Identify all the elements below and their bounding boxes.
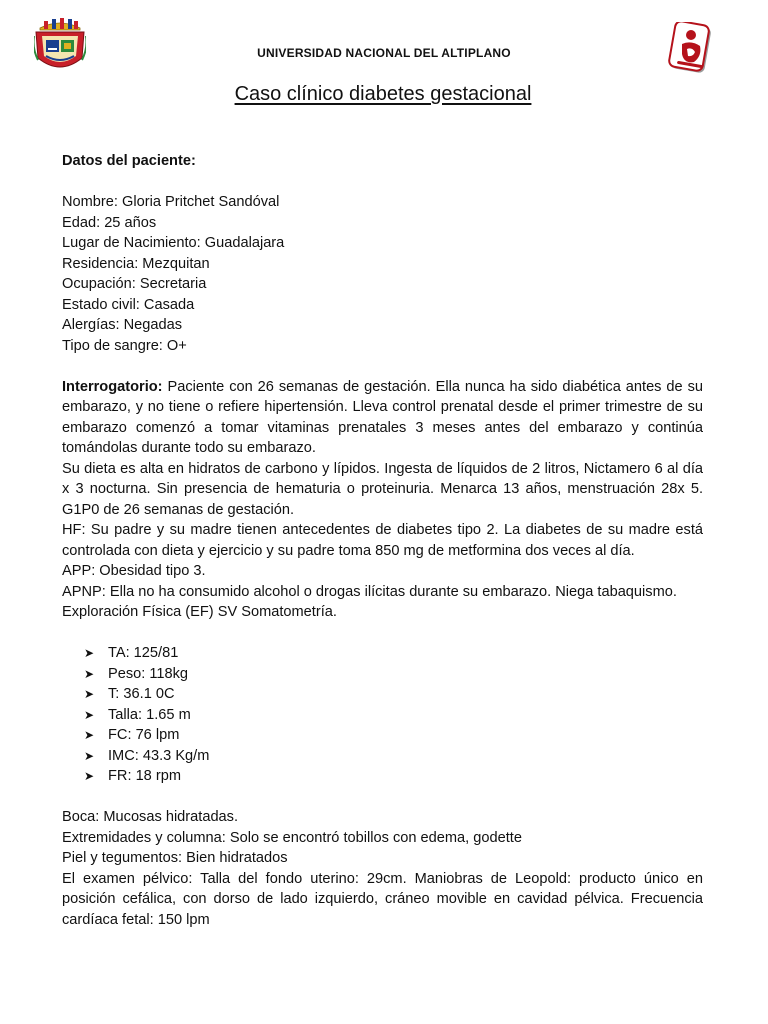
vital-weight: Peso: 118kg xyxy=(108,665,189,682)
arrowhead-bullet-icon: ➤ xyxy=(84,707,95,722)
patient-blood-type: Tipo de sangre: O+ xyxy=(62,337,187,354)
interrogatorio-paragraph xyxy=(62,377,703,459)
list-item xyxy=(84,746,703,767)
patient-allergies: Alergías: Negadas xyxy=(62,317,183,333)
arrowhead-bullet-icon: ➤ xyxy=(84,666,95,681)
list-item xyxy=(84,643,703,664)
patient-marital-status: Estado civil: Casada xyxy=(62,296,195,313)
vital-temperature: T: 36.1 0C xyxy=(108,686,175,702)
list-item xyxy=(84,684,703,705)
patient-birthplace: Lugar de Nacimiento: Guadalajara xyxy=(62,235,285,251)
interrogatorio-text: Paciente con 26 semanas de gestación. Ella nunca ha sido diabética antes de su embarazo, y no tiene o refiere hipertensión. Lleva control prenatal desde el primer trimestre de su embarazo comenzó a tomar vitaminas prenatales 3 meses antes del embarazo y continúa tomándolas durante todo su embarazo. xyxy=(62,378,703,456)
exam-extremities: Extremidades y columna: Solo se encontró tobillos con edema, godette xyxy=(62,829,522,846)
vital-bmi: IMC: 43.3 Kg/m xyxy=(108,747,210,764)
patient-residence: Residencia: Mezquitan xyxy=(62,255,210,272)
document-body xyxy=(62,151,703,930)
vital-ta: TA: 125/81 xyxy=(108,645,179,661)
vital-signs-list xyxy=(62,643,703,787)
list-item xyxy=(84,766,703,787)
university-name: UNIVERSIDAD NACIONAL DEL ALTIPLANO xyxy=(257,46,511,60)
patient-age: Edad: 25 años xyxy=(62,214,157,231)
patient-occupation: Ocupación: Secretaria xyxy=(62,276,207,292)
arrowhead-bullet-icon: ➤ xyxy=(84,646,95,660)
personal-pathological-history: APP: Obesidad tipo 3. xyxy=(62,563,206,579)
arrowhead-bullet-icon: ➤ xyxy=(84,748,95,763)
arrowhead-bullet-icon: ➤ xyxy=(84,769,95,783)
spacer xyxy=(62,623,703,644)
diet-paragraph: Su dieta es alta en hidratos de carbono y lípidos. Ingesta de líquidos de 2 litros, Nictamero 6 al día x 3 nocturna. Sin presencia de hematuria o proteinuria. Menarca 13 años, menstruación 28x 5. G1P0 de 26 semanas de gestación. xyxy=(62,460,703,518)
list-item xyxy=(84,664,703,685)
spacer xyxy=(62,356,703,377)
vital-heart-rate: FC: 76 lpm xyxy=(108,727,180,743)
exam-pelvic: El examen pélvico: Talla del fondo uterino: 29cm. Maniobras de Leopold: producto único en posición cefálica, con dorso de lado izquierdo, cráneo movible en cavidad pélvica. Frecuencia cardíaca fetal: 150 lpm xyxy=(62,870,703,928)
exam-skin: Piel y tegumentos: Bien hidratados xyxy=(62,850,288,866)
vital-height: Talla: 1.65 m xyxy=(108,706,191,723)
list-item xyxy=(84,725,703,746)
spacer xyxy=(62,172,703,193)
list-item xyxy=(84,705,703,726)
exam-mouth: Boca: Mucosas hidratadas. xyxy=(62,809,239,825)
interrogatorio-label: Interrogatorio: xyxy=(62,378,163,395)
arrowhead-bullet-icon: ➤ xyxy=(84,687,95,701)
arrowhead-bullet-icon: ➤ xyxy=(84,728,95,742)
spacer xyxy=(62,787,703,808)
physical-exam-heading: Exploración Física (EF) SV Somatometría. xyxy=(62,604,337,620)
page-title: Caso clínico diabetes gestacional xyxy=(234,83,532,105)
vital-respiratory-rate: FR: 18 rpm xyxy=(108,768,181,784)
patient-name: Nombre: Gloria Pritchet Sandóval xyxy=(62,194,280,210)
personal-non-pathological-history: APNP: Ella no ha consumido alcohol o drogas ilícitas durante su embarazo. Niega tabaquismo. xyxy=(62,583,677,600)
family-history-paragraph: HF: Su padre y su madre tienen antecedentes de diabetes tipo 2. La diabetes de su madre está controlada con dieta y ejercicio y su padre toma 850 mg de metformina dos veces al día. xyxy=(62,522,703,559)
patient-data-heading: Datos del paciente: xyxy=(62,153,196,169)
